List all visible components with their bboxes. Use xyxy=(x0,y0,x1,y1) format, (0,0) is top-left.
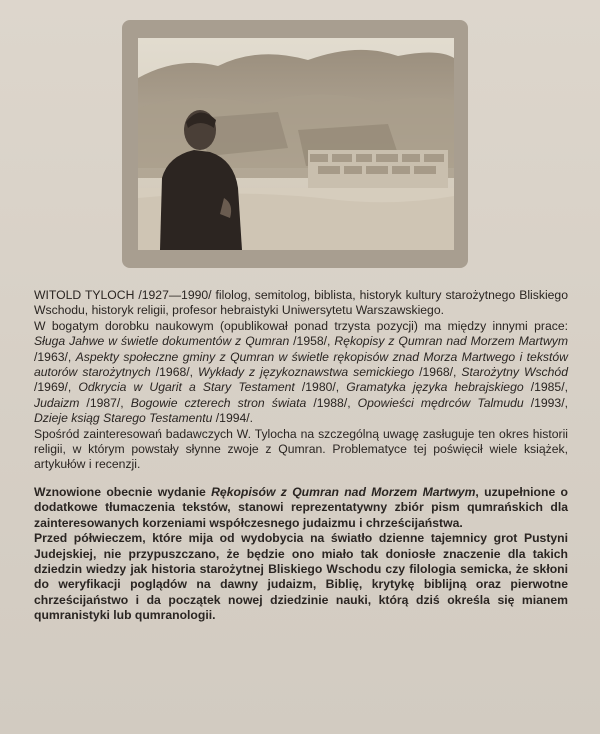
blurb-rest: , uzupełnione o dodatkowe tłumaczenia tekstów, stanowi reprezentatywny zbiór pism qumrańskich dla zainteresowanych korzeniami współczesnego judaizmu i chrześcijaństwa. xyxy=(34,484,568,530)
work-title: Gramatyka języka hebrajskiego xyxy=(346,380,524,395)
closing-paragraph: Spośród zainteresowań badawczych W. Tylocha na szczególną uwagę zasługuje ten okres historii religii, w którym powstały słynne zwoje z Qumran. Problematyce tej poświęcił wiele książek, artykułów i recenzji. xyxy=(34,426,568,472)
work-title: Dzieje ksiąg Starego Testamentu xyxy=(34,411,213,426)
blurb-start: Wznowione obecnie wydanie xyxy=(34,484,212,499)
archaeologist-photo-icon xyxy=(138,38,454,250)
works-paragraph xyxy=(34,319,568,427)
blurb-paragraph-2: Przed półwieczem, które mija od wydobycia na światło dzienne tajemnicy grot Pustyni Judejskiej, nie przypuszczano, że będzie ono miało tak doniosłe znaczenie dla takich dziedzin wiedzy jak historia starożytnej Bliskiego Wschodu czy filologia semicka, że skłoni do weryfikacji poglądów na dawny judaizm, Biblię, krytykę biblijną oraz pierwotne chrześcijaństwo i da początek nowej dziedzinie nauki, którą dziś określa się mianem qumranistyki lub qumranologii. xyxy=(34,531,568,623)
work-year: /1988/, xyxy=(306,395,358,410)
work-year: /1958/, xyxy=(289,334,335,349)
work-year: /1968/, xyxy=(414,365,462,380)
work-year: /1969/, xyxy=(34,380,79,395)
bio-paragraph xyxy=(34,288,568,319)
work-year: /1968/, xyxy=(150,365,199,380)
text-block xyxy=(34,288,568,624)
work-title: Aspekty społeczne gminy z Qumran w świetle rękopisów znad Morza Martwego i tekstów autorów starożytnych xyxy=(34,349,568,380)
works-intro: W bogatym dorobku naukowym (opublikował ponad trzysta pozycji) ma między innymi prace: xyxy=(34,318,568,333)
work-title: Opowieści mędrców Talmudu xyxy=(357,395,524,410)
work-year: /1980/, xyxy=(294,380,347,395)
work-title: Starożytny Wschód xyxy=(461,365,568,380)
blurb-paragraph-1 xyxy=(34,485,568,531)
work-year: /1963/, xyxy=(34,349,76,364)
work-title: Bogowie czterech stron świata xyxy=(130,395,307,410)
work-title: Sługa Jahwe w świetle dokumentów z Qumran xyxy=(34,334,290,349)
work-title: Wykłady z językoznawstwa semickiego xyxy=(198,365,415,380)
photo-frame xyxy=(122,20,468,268)
author-description: /1927—1990/ filolog, semitolog, biblista, historyk kultury starożytnego Bliskiego Wschodu, historyk religii, profesor hebraistyki Uniwersytetu Warszawskiego. xyxy=(34,288,568,318)
works-list xyxy=(34,334,568,425)
work-year: /1994/. xyxy=(212,411,254,426)
author-name: WITOLD TYLOCH xyxy=(34,288,135,302)
blurb-title: Rękopisów z Qumran nad Morzem Martwym xyxy=(211,484,476,499)
work-year: /1985/, xyxy=(523,380,568,395)
divider xyxy=(34,473,568,485)
work-title: Judaizm xyxy=(34,395,80,410)
work-title: Rękopisy z Qumran nad Morzem Martwym xyxy=(334,334,568,349)
work-year: /1993/, xyxy=(523,395,568,410)
work-title: Odkrycia w Ugarit a Stary Testament xyxy=(78,380,295,395)
work-year: /1987/, xyxy=(79,395,131,410)
